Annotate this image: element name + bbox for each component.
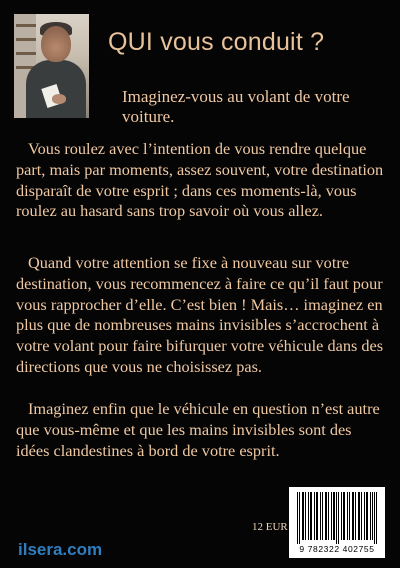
isbn-number: 9 782322 402755 (299, 544, 375, 554)
book-title: QUI vous conduit ? (108, 28, 325, 56)
barcode-bars (297, 492, 377, 544)
isbn-barcode (289, 487, 385, 558)
paragraph-1: Vous roulez avec l’intention de vous rendre quelque part, mais par moments, assez souvent, votre destination disparaît de votre esprit ; dans ces moments-là, vous roulez au hasard sans trop savoir où vous allez. (16, 139, 384, 221)
price-label: 12 EUR (252, 521, 288, 533)
author-photo (14, 14, 89, 118)
publisher-link[interactable]: ilsera.com (18, 540, 103, 559)
paragraph-3: Imaginez enfin que le véhicule en question n’est autre que vous-même et que les mains invisibles sont des idées clandestines à bord de votre esprit. (16, 399, 380, 460)
paragraph-2: Quand votre attention se fixe à nouveau sur votre destination, vous recommencez à faire ce qu’il faut pour vous rapprocher d’elle. C’est bien ! Mais… imaginez en plus que de nombreuses mains invisibles s’accrochent à votre volant pour faire bifurquer votre véhicule dans des directions que vous ne choisissez pas. (16, 253, 384, 376)
intro-line: Imaginez-vous au volant de votre voiture. (122, 87, 350, 126)
